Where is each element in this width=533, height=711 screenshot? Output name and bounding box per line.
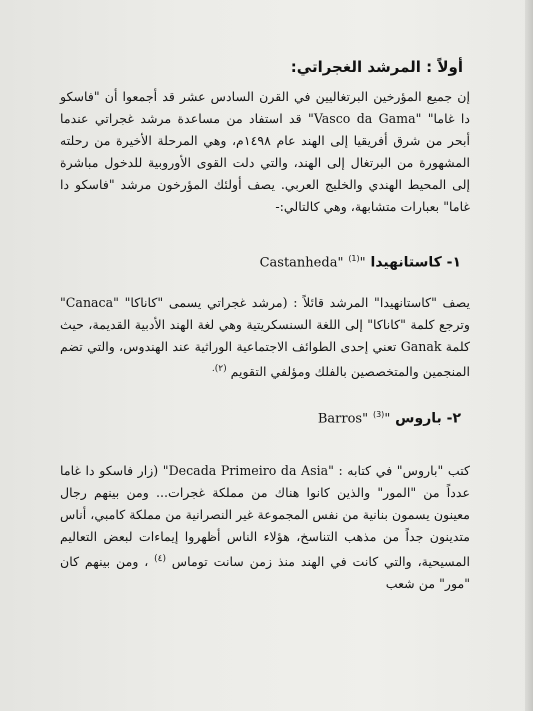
subheading-castanheda — [260, 254, 461, 271]
page-spine — [525, 0, 533, 711]
subheading-arabic: باروس — [395, 410, 442, 427]
subheading-latin: "Barros" — [317, 411, 391, 427]
paragraph-barros-text: كتب "باروس" في كتابه : "Decada Primeiro da Asia" (زار فاسكو دا غاما عدداً من "المور" والذين كانوا هناك من مملكة غجرات... ومن بينهم رجال معينون يسمون بنانية من نفس المجموعة غير النصرانية من مملكة كامبي، أناس متدينون جداً من مذهب التناسخ، هؤلاء الناس أظهروا إيماءات لبعض التعاليم المسيحية، والتي كانت في الهند منذ زمن سانت توماس — [60, 463, 470, 570]
subheading-barros — [318, 410, 461, 427]
footnote-marker: (٢). — [211, 364, 227, 374]
footnote-marker: (3) — [372, 410, 385, 419]
subheading-arabic: كاستانهيدا — [370, 254, 442, 271]
section-heading: أولاً : المرشد الغجراتي: — [290, 58, 463, 76]
subheading-number: ٢- — [446, 410, 461, 427]
subheading-number: ١- — [446, 254, 461, 271]
paragraph-intro-text: إن جميع المؤرخين البرتغاليين في القرن السادس عشر قد أجمعوا أن "فاسكو دا غاما" "Vasco da Gama" قد استفاد من مساعدة مرشد غجراتي عندما أبحر من شرق أفريقيا إلى الهند عام ١٤٩٨م، وهي المرحلة الأخيرة من رحلته المشهورة من البرتغال إلى الهند، والتي دلت القوى الأوروبية للدخول مباشرة إلى المحيط الهندي والخليج العربي. يصف أولئك المؤرخون مرشد "فاسكو دا غاما" بعبارات متشابهة، وهي كالتالي:- — [60, 89, 470, 214]
paragraph-barros — [60, 460, 470, 595]
paragraph-castanheda-text: يصف "كاستانهيدا" المرشد قائلاً : (مرشد غجراتي يسمى "كاناكا" "Canaca" وترجع كلمة "كاناكا" إلى اللغة السنسكريتية وهي لغة الهند الأدبية القديمة، حيث كلمة Ganak تعني إحدى الطوائف الاجتماعية الوراثية عند الهندوس، والتي تضم المنجمين والمتخصصين بالفلك ومؤلفي التقويم — [60, 295, 470, 380]
paragraph-intro — [60, 86, 470, 218]
subheading-latin: "Castanheda" — [259, 255, 366, 271]
paragraph-barros-tail: ، ومن بينهم كان "مور" من شعب — [60, 554, 470, 592]
footnote-marker: (٤) — [154, 554, 166, 564]
footnote-marker: (1) — [348, 254, 360, 263]
paragraph-castanheda — [60, 292, 470, 383]
